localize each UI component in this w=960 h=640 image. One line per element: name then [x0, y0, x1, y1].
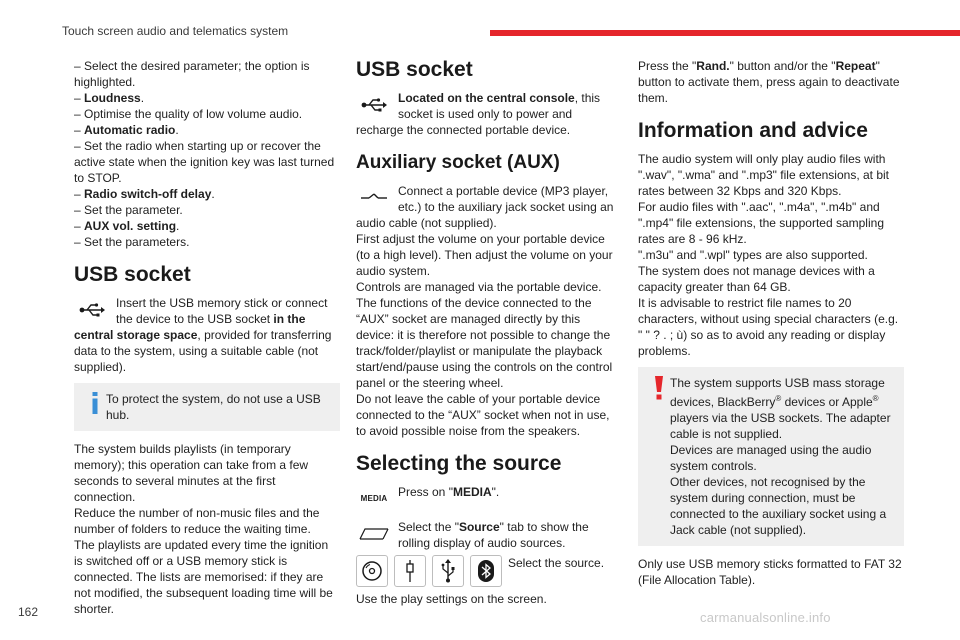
filename-paragraph: It is advisable to restrict file names to 20 characters, without using special characters (e.g. " " ? . ; ù) so as to avoid any reading or display problems. [638, 296, 899, 358]
format-paragraph-2: For audio files with ".aac", ".m4a", ".m4b" and ".mp4" file extensions, the supported sampling rates are 8 - 96 kHz. [638, 200, 884, 246]
aux-plug-icon [394, 555, 426, 587]
column-1 [74, 58, 340, 617]
page-header [0, 0, 960, 40]
column-2 [356, 58, 618, 607]
selecting-source-heading: Selecting the source [356, 452, 562, 475]
list-item: – Set the radio when starting up or recover the active state when the ignition key was last turned to STOP. [74, 139, 335, 185]
list-item: – Optimise the quality of low volume audio. [74, 107, 303, 121]
source-tab-icon [356, 520, 392, 548]
aux-paragraph-3: Controls are managed via the portable device. The functions of the device connected to the “AUX” socket are managed directly by this device: it is therefore not possible to change the track/folder/playlist or manipulate the playback start/end/pause using the controls on the control panel or the steering wheel. [356, 280, 613, 390]
select-source-tab-paragraph: Select the "Source" tab to show the rolling display of audio sources. [356, 519, 618, 551]
bluetooth-icon [470, 555, 502, 587]
warning-icon [648, 375, 670, 538]
aux-socket-heading: Auxiliary socket (AUX) [356, 152, 560, 173]
usb-source-icon [432, 555, 464, 587]
disc-icon [356, 555, 388, 587]
info-icon [84, 391, 106, 423]
usb-console-paragraph: Located on the central console, this socket is used only to power and recharge the connected portable device. [356, 91, 601, 137]
info-note-text: To protect the system, do not use a USB hub. [106, 392, 321, 422]
header-accent-bar [490, 30, 960, 36]
usb-icon [356, 91, 392, 119]
list-item: – Select the desired parameter; the option is highlighted. [74, 59, 310, 89]
press-media-paragraph: MEDIA Press on "MEDIA". [356, 484, 618, 500]
list-item: – Loudness. [74, 91, 145, 105]
aux-jack-icon [356, 184, 392, 212]
rand-repeat-paragraph: Press the "Rand." button and/or the "Repeat" button to activate them, press again to deactivate them. [638, 59, 900, 105]
list-item: – Radio switch-off delay. [74, 187, 215, 201]
list-item: – Set the parameter. [74, 203, 183, 217]
usb-socket-heading: USB socket [74, 263, 191, 286]
info-note [74, 383, 340, 431]
playlist-paragraph: The system builds playlists (in temporary memory); this operation can take from a few seconds to several minutes at the first connection. [74, 442, 309, 504]
list-item: – Set the parameters. [74, 235, 190, 249]
list-item: – Automatic radio. [74, 123, 179, 137]
aux-paragraph-2: First adjust the volume on your portable device (to a high level). Then adjust the volume on your audio system. [356, 232, 613, 278]
update-paragraph: The playlists are updated every time the ignition is switched off or a USB memory stick is connected. The lists are memorised: if they are not modified, the subsequent loading time will be shorter. [74, 538, 333, 616]
select-source-text: Select the source. [508, 556, 605, 570]
format-paragraph-3: ".m3u" and ".wpl" types are also supported. [638, 248, 868, 262]
usb-icon [74, 296, 110, 324]
fat32-paragraph: Only use USB memory sticks formatted to FAT 32 (File Allocation Table). [638, 557, 902, 587]
format-paragraph-1: The audio system will only play audio files with ".wav", ".wma" and ".mp3" file extensions, at bit rates between 32 Kbps and 320 Kbps. [638, 152, 889, 198]
media-button-icon: MEDIA [360, 494, 388, 503]
information-advice-heading: Information and advice [638, 119, 868, 142]
warning-note [638, 367, 904, 546]
page-number: 162 [18, 605, 39, 619]
warning-note-text: The system supports USB mass storage devices, BlackBerry® devices or Apple® players via the USB sockets. The adapter cable is not supplied. Devices are managed using the audio system controls. Other devices, not recognised by the system during connection, must be connected to the auxiliary socket using a Jack cable (not supplied). [670, 376, 891, 537]
running-title: Touch screen audio and telematics system [62, 24, 289, 38]
settings-list [74, 58, 340, 250]
play-settings-paragraph: Use the play settings on the screen. [356, 592, 547, 606]
watermark: carmanualsonline.info [700, 610, 831, 625]
reduce-paragraph: Reduce the number of non-music files and the number of folders to reduce the waiting time. [74, 506, 320, 536]
source-icons-row [356, 555, 618, 587]
list-item: – AUX vol. setting. [74, 219, 180, 233]
usb-socket-paragraph: Insert the USB memory stick or connect the device to the USB socket in the central storage space, provided for transferring data to the system, using a suitable cable (not supplied). [74, 296, 332, 374]
aux-paragraph: Connect a portable device (MP3 player, etc.) to the auxiliary jack socket using an audio cable (not supplied). [356, 184, 614, 230]
aux-paragraph-4: Do not leave the cable of your portable device connected to the “AUX” socket when not in use, to avoid possible noise from the speakers. [356, 392, 610, 438]
usb-socket-console-heading: USB socket [356, 58, 473, 81]
column-3 [638, 58, 904, 588]
capacity-paragraph: The system does not manage devices with a capacity greater than 64 GB. [638, 264, 875, 294]
